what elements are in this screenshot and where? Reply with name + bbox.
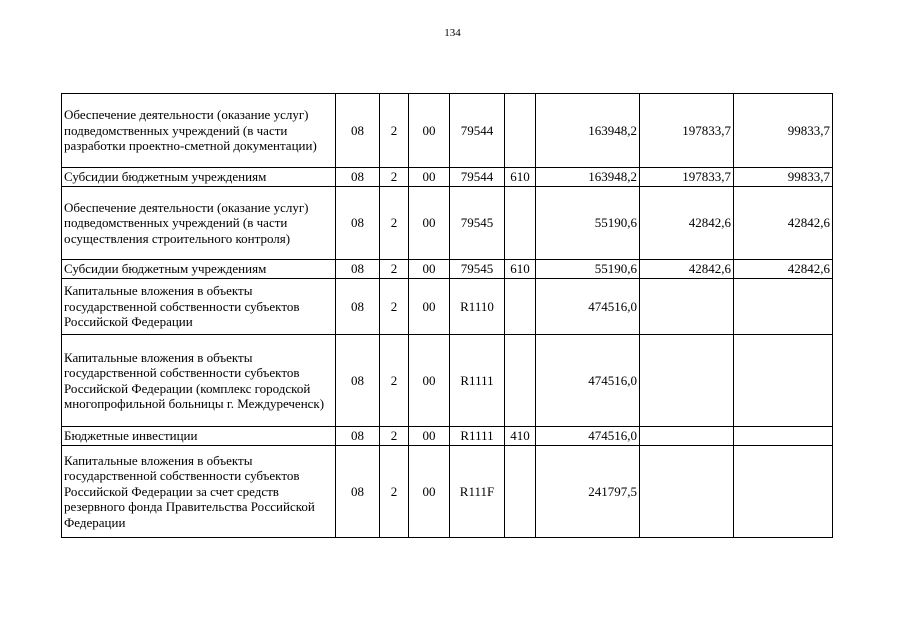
row-name: Обеспечение деятельности (оказание услуг) подведомственных учреждений (в части осуществления строительного контроля) <box>62 187 336 260</box>
table-row <box>62 427 833 446</box>
value-year-3: 99833,7 <box>734 94 833 168</box>
value-year-2: 42842,6 <box>640 187 734 260</box>
program-code: 2 <box>380 279 409 335</box>
direction-code: 79545 <box>450 260 505 279</box>
direction-code: R111F <box>450 446 505 538</box>
program-code: 2 <box>380 260 409 279</box>
section-code: 08 <box>336 260 380 279</box>
subprogram-code: 00 <box>409 446 450 538</box>
value-year-1: 55190,6 <box>536 187 640 260</box>
direction-code: 79545 <box>450 187 505 260</box>
direction-code: R1111 <box>450 335 505 427</box>
value-year-3 <box>734 446 833 538</box>
value-year-2 <box>640 446 734 538</box>
value-year-3: 99833,7 <box>734 168 833 187</box>
table-row <box>62 187 833 260</box>
program-code: 2 <box>380 168 409 187</box>
direction-code: 79544 <box>450 168 505 187</box>
program-code: 2 <box>380 446 409 538</box>
value-year-2 <box>640 335 734 427</box>
section-code: 08 <box>336 187 380 260</box>
row-name: Капитальные вложения в объекты государственной собственности субъектов Российской Федерации за счет средств резервного фонда Правительства Российской Федерации <box>62 446 336 538</box>
table-row <box>62 94 833 168</box>
subprogram-code: 00 <box>409 335 450 427</box>
expense-type-code: 610 <box>505 260 536 279</box>
value-year-1: 55190,6 <box>536 260 640 279</box>
subprogram-code: 00 <box>409 260 450 279</box>
row-name: Бюджетные инвестиции <box>62 427 336 446</box>
value-year-1: 163948,2 <box>536 168 640 187</box>
value-year-2 <box>640 279 734 335</box>
section-code: 08 <box>336 335 380 427</box>
table-row <box>62 168 833 187</box>
subprogram-code: 00 <box>409 427 450 446</box>
value-year-3: 42842,6 <box>734 260 833 279</box>
value-year-2: 42842,6 <box>640 260 734 279</box>
subprogram-code: 00 <box>409 94 450 168</box>
program-code: 2 <box>380 94 409 168</box>
table-row <box>62 279 833 335</box>
row-name: Субсидии бюджетным учреждениям <box>62 168 336 187</box>
subprogram-code: 00 <box>409 187 450 260</box>
table-row <box>62 335 833 427</box>
value-year-3 <box>734 335 833 427</box>
expense-type-code <box>505 94 536 168</box>
expense-type-code <box>505 335 536 427</box>
row-name: Обеспечение деятельности (оказание услуг) подведомственных учреждений (в части разработки проектно-сметной документации) <box>62 94 336 168</box>
row-name: Капитальные вложения в объекты государственной собственности субъектов Российской Федерации <box>62 279 336 335</box>
subprogram-code: 00 <box>409 168 450 187</box>
section-code: 08 <box>336 94 380 168</box>
value-year-3: 42842,6 <box>734 187 833 260</box>
table-row <box>62 260 833 279</box>
value-year-3 <box>734 279 833 335</box>
row-name: Субсидии бюджетным учреждениям <box>62 260 336 279</box>
program-code: 2 <box>380 335 409 427</box>
direction-code: R1110 <box>450 279 505 335</box>
expense-type-code <box>505 187 536 260</box>
section-code: 08 <box>336 446 380 538</box>
expense-type-code: 610 <box>505 168 536 187</box>
page-number: 134 <box>444 27 461 39</box>
value-year-2: 197833,7 <box>640 94 734 168</box>
value-year-1: 241797,5 <box>536 446 640 538</box>
table-row <box>62 446 833 538</box>
budget-table <box>61 93 833 538</box>
section-code: 08 <box>336 279 380 335</box>
value-year-1: 163948,2 <box>536 94 640 168</box>
section-code: 08 <box>336 427 380 446</box>
direction-code: R1111 <box>450 427 505 446</box>
value-year-2: 197833,7 <box>640 168 734 187</box>
value-year-1: 474516,0 <box>536 335 640 427</box>
value-year-3 <box>734 427 833 446</box>
program-code: 2 <box>380 187 409 260</box>
value-year-1: 474516,0 <box>536 427 640 446</box>
direction-code: 79544 <box>450 94 505 168</box>
expense-type-code <box>505 446 536 538</box>
section-code: 08 <box>336 168 380 187</box>
row-name: Капитальные вложения в объекты государственной собственности субъектов Российской Федерации (комплекс городской многопрофильной больницы г. Междуреченск) <box>62 335 336 427</box>
program-code: 2 <box>380 427 409 446</box>
expense-type-code <box>505 279 536 335</box>
subprogram-code: 00 <box>409 279 450 335</box>
expense-type-code: 410 <box>505 427 536 446</box>
value-year-2 <box>640 427 734 446</box>
value-year-1: 474516,0 <box>536 279 640 335</box>
